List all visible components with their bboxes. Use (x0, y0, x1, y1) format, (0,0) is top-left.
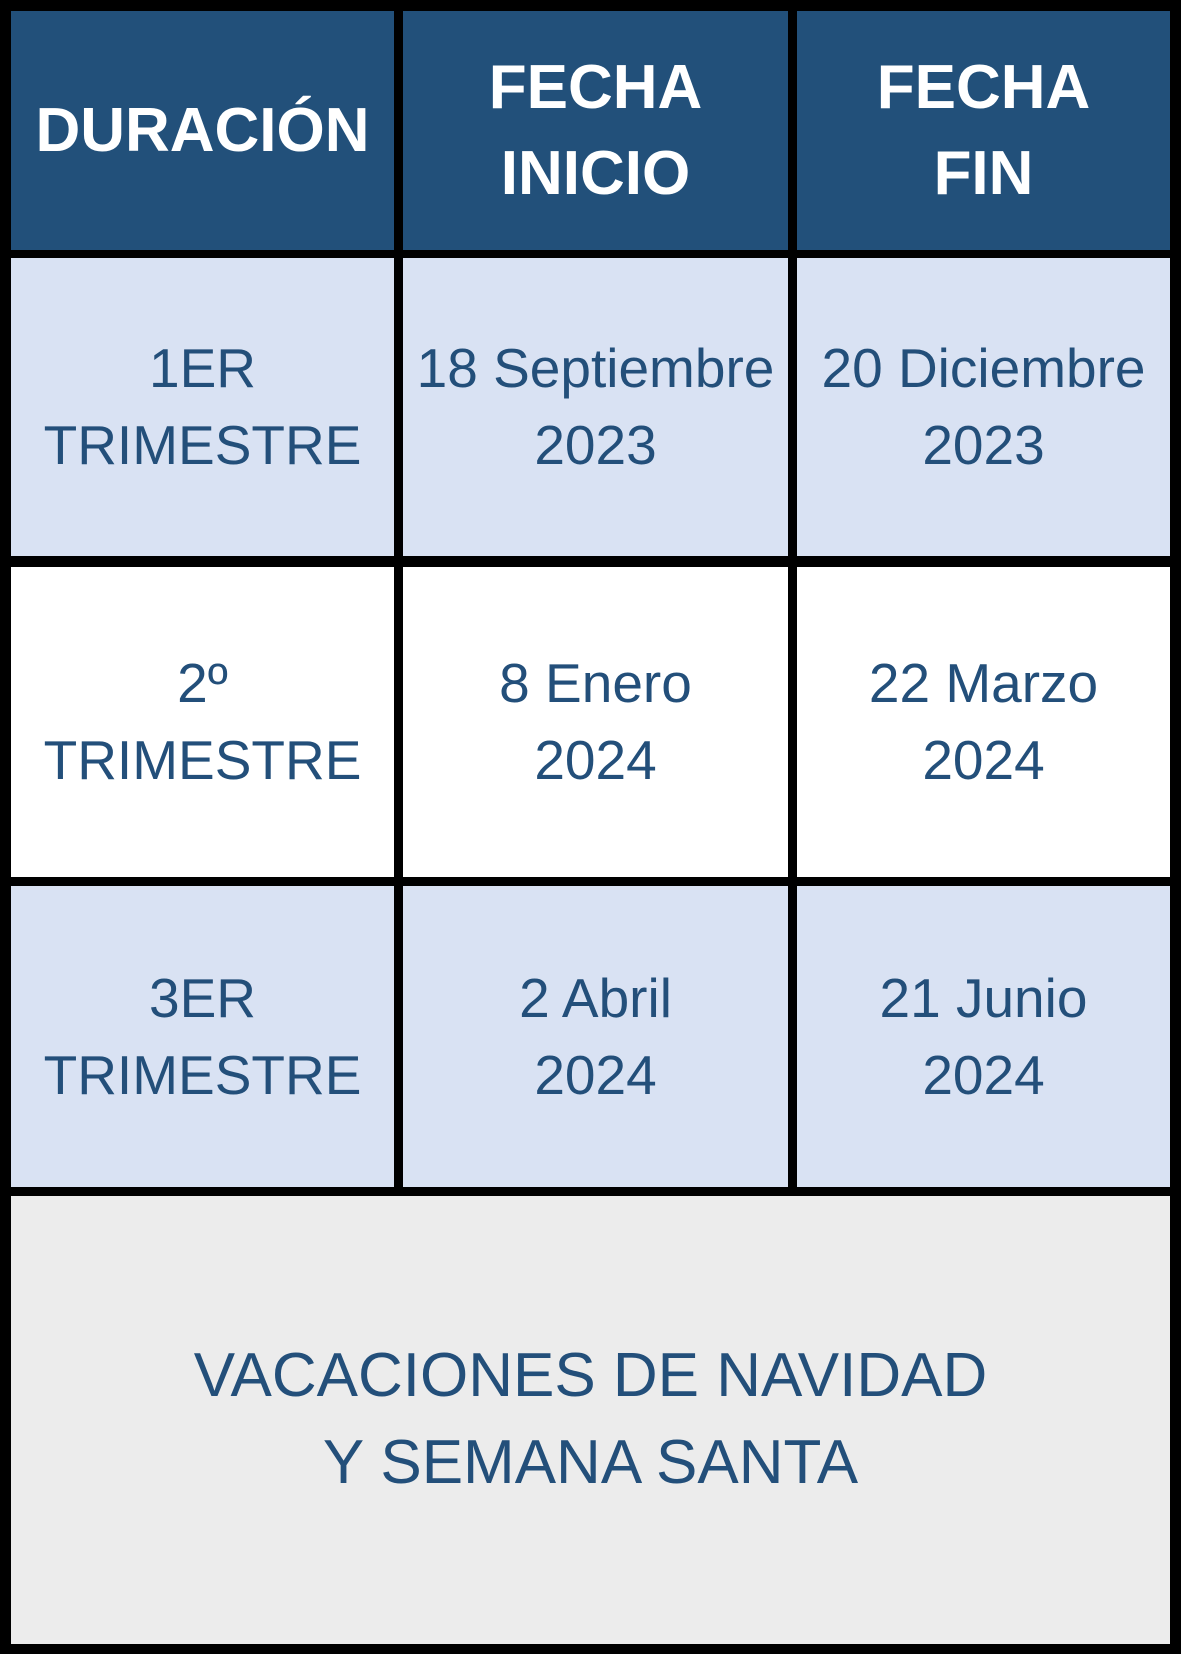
header-end-date: FECHA FIN (797, 11, 1170, 250)
header-duration: DURACIÓN (11, 11, 394, 250)
row-2-period: 2º TRIMESTRE (11, 567, 394, 877)
row-2-start-date: 8 Enero 2024 (403, 567, 788, 877)
row-2-end-date: 22 Marzo 2024 (797, 567, 1170, 877)
row-1-end-date: 20 Diciembre 2023 (797, 258, 1170, 556)
holidays-note: VACACIONES DE NAVIDAD Y SEMANA SANTA (11, 1196, 1170, 1644)
row-3-end-date: 21 Junio 2024 (797, 886, 1170, 1187)
row-3-start-date: 2 Abril 2024 (403, 886, 788, 1187)
row-1-start-date: 18 Septiembre 2023 (403, 258, 788, 556)
row-3-period: 3ER TRIMESTRE (11, 886, 394, 1187)
row-1-period: 1ER TRIMESTRE (11, 258, 394, 556)
header-start-date: FECHA INICIO (403, 11, 788, 250)
